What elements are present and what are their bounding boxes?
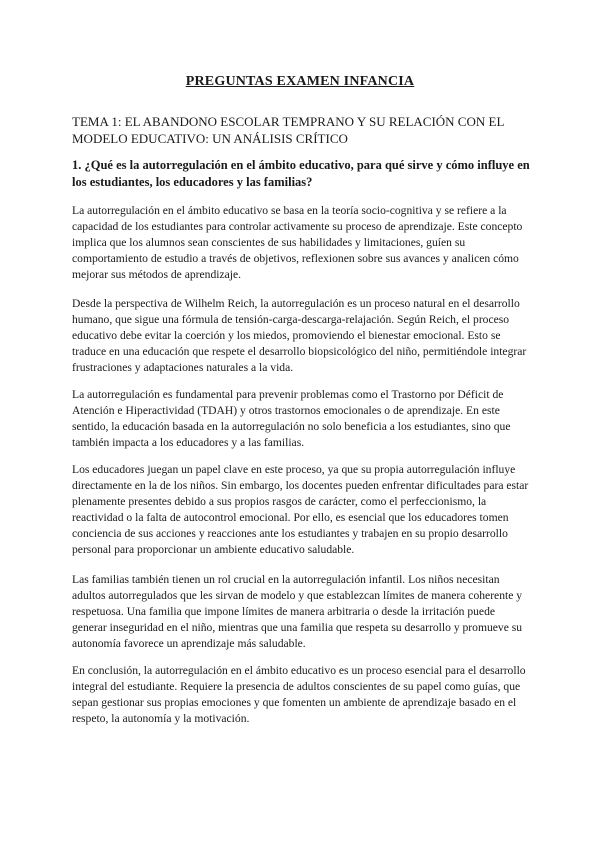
paragraph: En conclusión, la autorregulación en el ámbito educativo es un proceso esencial para el desarrollo integral del estudiante. Requiere la presencia de adultos conscientes de su papel como guías, que sepan gestionar sus propias emociones y que fomenten un ambiente de aprendizaje basado en el respeto, la autonomía y la motivación.	[72, 664, 526, 726]
paragraph: Desde la perspectiva de Wilhelm Reich, la autorregulación es un proceso natural en el desarrollo humano, que sigue una fórmula de tensión-carga-descarga-relajación. Según Reich, el proceso educativo debe evitar la coerción y los miedos, promoviendo el bienestar emocional. Esto se traduce en una educación que respete el desarrollo biopsicológico del niño, permitiéndole integrar frustraciones y adaptaciones naturales a la vida.	[72, 297, 527, 375]
paragraph: La autorregulación en el ámbito educativo se basa en la teoría socio-cognitiva y se refiere a la capacidad de los estudiantes para controlar activamente su proceso de aprendizaje. Este concepto implica que los alumnos sean conscientes de sus habilidades y limitaciones, guíen su comportamiento de estudio a través de objetivos, reflexionen sobre sus avances y analicen cómo mejorar sus métodos de aprendizaje.	[72, 204, 523, 282]
question-heading: 1. ¿Qué es la autorregulación en el ámbito educativo, para qué sirve y cómo influye en los estudiantes, los educadores y las familias?	[72, 158, 530, 189]
paragraph: Las familias también tienen un rol crucial en la autorregulación infantil. Los niños necesitan adultos autorregulados que les sirvan de modelo y que establezcan límites de manera coherente y respetuosa. Una familia que impone límites de manera arbitraria o desde la irritación puede generar inseguridad en el niño, mientras que una familia que respeta su desarrollo y promueve su autonomía favorece un aprendizaje más saludable.	[72, 573, 523, 651]
paragraph: Los educadores juegan un papel clave en este proceso, ya que su propia autorregulación influye directamente en la de los niños. Sin embargo, los docentes pueden enfrentar dificultades para estar plenamente presentes debido a sus propios rasgos de carácter, como el perfeccionismo, la reactividad o la falta de autocontrol emocional. Por ello, es esencial que los educadores tomen conciencia de sus acciones y reacciones ante los estudiantes y trabajen en su propio desarrollo personal para proporcionar un ambiente educativo saludable.	[72, 463, 529, 557]
topic-heading: TEMA 1: EL ABANDONO ESCOLAR TEMPRANO Y SU RELACIÓN CON EL MODELO EDUCATIVO: UN ANÁLISIS CRÍTICO	[72, 114, 504, 146]
paragraph: La autorregulación es fundamental para prevenir problemas como el Trastorno por Déficit de Atención e Hiperactividad (TDAH) y otros trastornos emocionales o de aprendizaje. En este sentido, la educación basada en la autorregulación no solo beneficia a los estudiantes, sino que también impacta a los educadores y a las familias.	[72, 388, 511, 450]
document-title: PREGUNTAS EXAMEN INFANCIA	[185, 74, 415, 89]
